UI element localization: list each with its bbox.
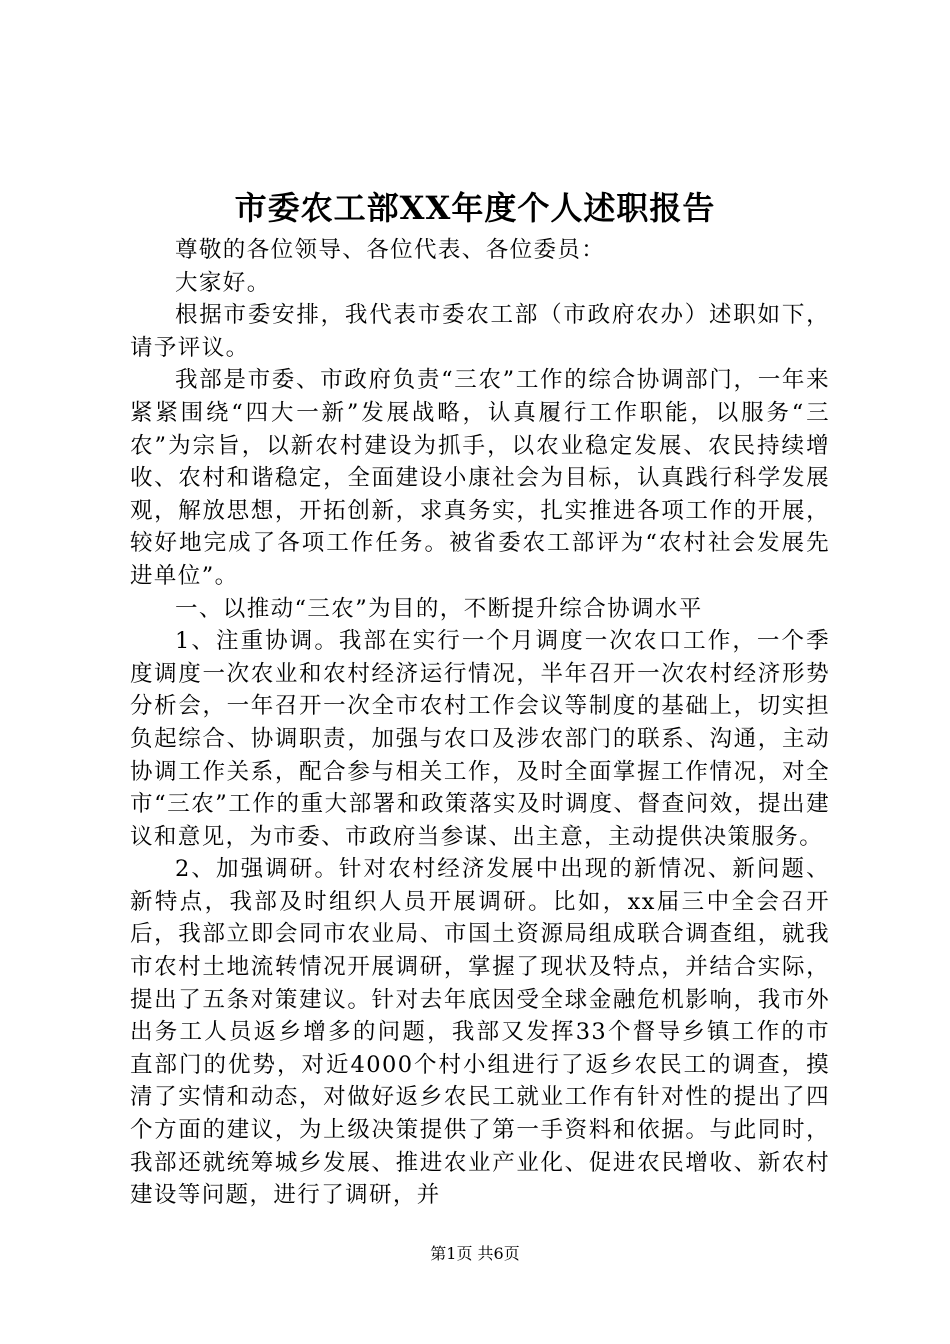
document-body bbox=[130, 234, 830, 1212]
greeting: 大家好。 bbox=[175, 269, 271, 296]
paragraph-intro: 根据市委安排，我代表市委农工部（市政府农办）述职如下，请予评议。 bbox=[130, 302, 830, 361]
paragraph-overview: 我部是市委、市政府负责“三农”工作的综合协调部门，一年来紧紧围绕“四大一新”发展战略，认真履行工作职能，以服务“三农”为宗旨，以新农村建设为抓手，以农业稳定发展、农民持续增收、农村和谐稳定，全面建设小康社会为目标，认真践行科学发展观，解放思想，开拓创新，求真务实，扎实推进各项工作的开展，较好地完成了各项工作任务。被省委农工部评为“农村社会发展先进单位”。 bbox=[130, 367, 830, 589]
page-footer: 第1页 共6页 bbox=[430, 1244, 520, 1263]
paragraph-coordination: 1、注重协调。我部在实行一个月调度一次农口工作，一个季度调度一次农业和农村经济运行情况，半年召开一次农村经济形势分析会，一年召开一次全市农村工作会议等制度的基础上，切实担负起综合、协调职责，加强与农口及涉农部门的联系、沟通，主动协调工作关系，配合参与相关工作，及时全面掌握工作情况，对全市“三农”工作的重大部署和政策落实及时调度、督查问效，提出建议和意见，为市委、市政府当参谋、出主意，主动提供决策服务。 bbox=[130, 628, 830, 850]
section-heading-1: 一、以推动“三农”为目的，不断提升综合协调水平 bbox=[175, 595, 703, 622]
paragraph-research: 2、加强调研。针对农村经济发展中出现的新情况、新问题、新特点，我部及时组织人员开展调研。比如，xx届三中全会召开后，我部立即会同市农业局、市国土资源局组成联合调查组，就我市农村土地流转情况开展调研，掌握了现状及特点，并结合实际，提出了五条对策建议。针对去年底因受全球金融危机影响，我市外出务工人员返乡增多的问题，我部又发挥33个督导乡镇工作的市直部门的优势，对近4000个村小组进行了返乡农民工的调查，摸清了实情和动态，对做好返乡农民工就业工作有针对性的提出了四个方面的建议，为上级决策提供了第一手资料和依据。与此同时，我部还就统筹城乡发展、推进农业产业化、促进农民增收、新农村建设等问题，进行了调研，并 bbox=[130, 856, 830, 1209]
document-title: 市委农工部XX年度个人述职报告 bbox=[234, 189, 716, 227]
salutation: 尊敬的各位领导、各位代表、各位委员： bbox=[175, 237, 606, 263]
